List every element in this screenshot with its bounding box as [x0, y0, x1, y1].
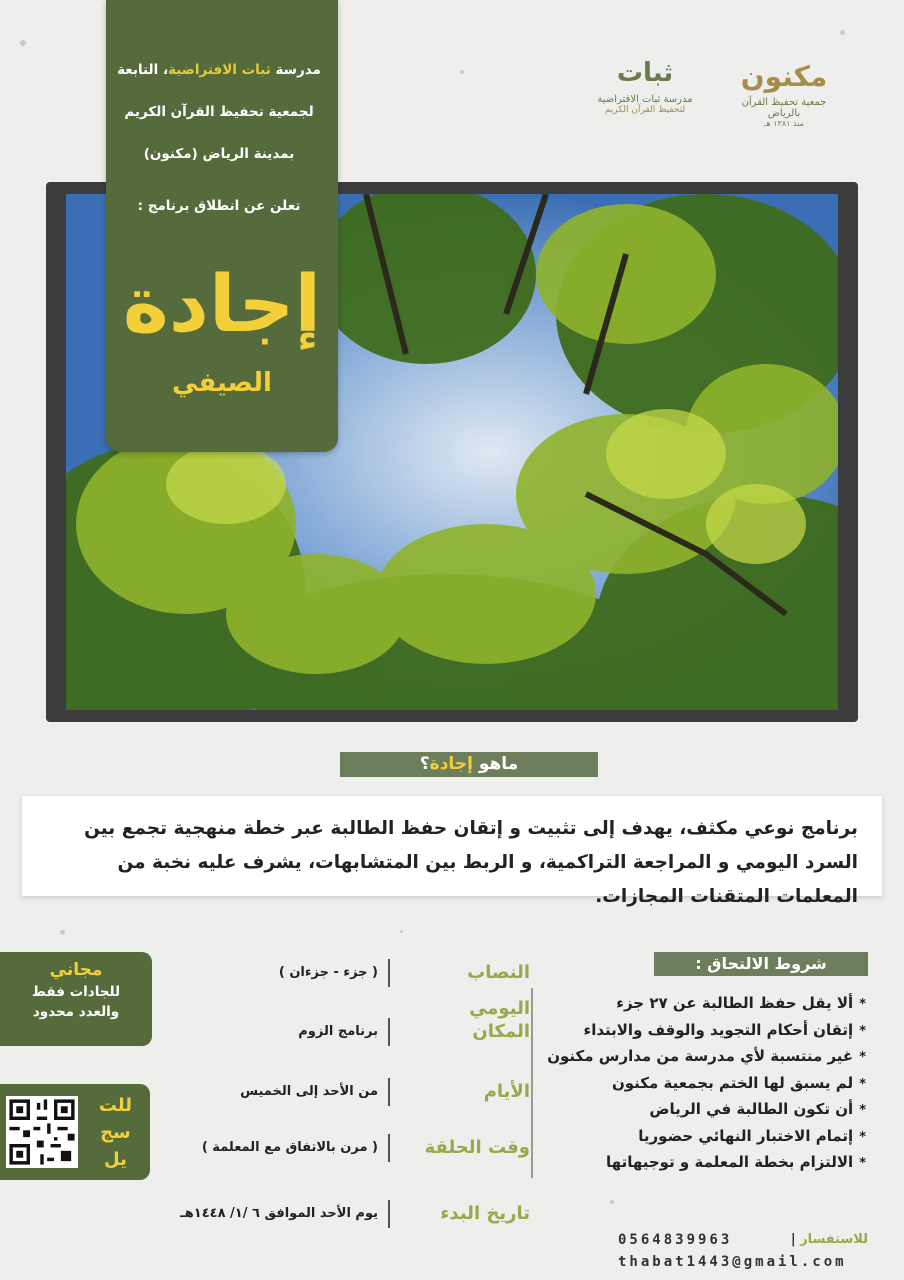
- contact-label: للاستفسار |: [790, 1232, 868, 1247]
- phone-number[interactable]: 0564839963: [618, 1232, 733, 1248]
- thabat-logo-text: مدرسة ثبات الافتراضية: [597, 94, 693, 105]
- asterisk-icon: *: [859, 1023, 866, 1039]
- maknoon-logo-text: جمعية تحفيظ القرآن بالرياض: [741, 97, 827, 119]
- info-value: ( جزء - جزءان ): [278, 965, 378, 980]
- info-value: برنامج الزوم: [298, 1024, 378, 1039]
- info-row-time: [150, 1130, 530, 1166]
- contact-label-text: للاستفسار: [800, 1232, 868, 1247]
- info-value: من الأحد إلى الخميس: [240, 1084, 378, 1099]
- vertical-divider: [531, 988, 533, 1178]
- info-separator: [388, 959, 390, 987]
- conditions-title: شروط الالتحاق :: [654, 952, 868, 976]
- info-row-daily: [150, 955, 530, 1019]
- info-separator: [388, 1200, 390, 1228]
- condition-item: [547, 1096, 866, 1123]
- free-line-2: والعدد محدود: [32, 1004, 120, 1020]
- contact-block: [618, 1232, 868, 1276]
- header-line-3: بمدينة الرياض (مكنون): [143, 146, 295, 162]
- whatis-suffix: ؟: [419, 754, 430, 774]
- thabat-logo-sub: لتحفيظ القرآن الكريم: [604, 105, 686, 115]
- asterisk-icon: *: [859, 1103, 866, 1118]
- info-label: تاريخ البدء: [440, 1203, 530, 1224]
- condition-item: [547, 1123, 866, 1150]
- description-box: [22, 796, 882, 907]
- speck: [20, 40, 26, 46]
- speck: [60, 930, 65, 935]
- info-label: وقت الحلقة: [424, 1137, 530, 1158]
- info-value: يوم الأحد الموافق ٦ /١/ ١٤٤٨هـ: [180, 1206, 378, 1221]
- info-label: النصاب اليومي: [467, 962, 530, 1019]
- email-address[interactable]: thabat1443@gmail.com: [618, 1254, 847, 1270]
- header-panel: [106, 0, 338, 452]
- whatis-prefix: ماهو: [472, 754, 519, 774]
- condition-text: إتقان أحكام التجويد والوقف والابتداء: [583, 1020, 854, 1039]
- condition-item: [547, 1017, 866, 1044]
- info-row-start: [150, 1196, 530, 1232]
- speck: [400, 930, 403, 933]
- speck: [840, 30, 845, 35]
- condition-text: لم يسبق لها الختم بجمعية مكنون: [611, 1073, 854, 1092]
- asterisk-icon: *: [859, 997, 866, 1012]
- condition-text: إتمام الاختبار النهائي حضوريا: [638, 1126, 854, 1145]
- program-subtitle: الصيفي: [172, 368, 272, 398]
- info-separator: [388, 1078, 390, 1106]
- header-line-2: لجمعية تحفيظ القرآن الكريم: [124, 104, 314, 120]
- info-value: ( مرن بالاتفاق مع المعلمة ): [201, 1140, 378, 1155]
- info-row-place: [150, 1014, 530, 1050]
- register-line-1: للت: [98, 1095, 132, 1116]
- condition-item: [547, 1043, 866, 1070]
- maknoon-logo-mark: مكنون: [740, 60, 828, 93]
- info-row-days: [150, 1074, 530, 1110]
- condition-text: غير منتسبة لأي مدرسة من مدارس مكنون: [547, 1047, 854, 1065]
- speck: [610, 1200, 614, 1204]
- register-box[interactable]: [0, 1084, 150, 1180]
- free-line-1: للجادات فقط: [31, 984, 121, 1000]
- asterisk-icon: *: [859, 1156, 866, 1171]
- program-title: إجادة: [122, 260, 322, 350]
- condition-text: الالتزام بخطة المعلمة و توجيهاتها: [606, 1153, 854, 1171]
- condition-text: ألا يقل حفظ الطالبة عن ٢٧ جزء: [616, 994, 854, 1012]
- header-line-1: [116, 62, 322, 78]
- header-line-1-suffix: ، التابعة: [117, 62, 169, 78]
- asterisk-icon: *: [859, 1129, 866, 1145]
- thabat-logo: [590, 58, 700, 115]
- free-box: [0, 952, 152, 1046]
- maknoon-logo: [724, 60, 844, 128]
- asterisk-icon: *: [859, 1076, 866, 1092]
- header-line-4: تعلن عن انطلاق برنامج :: [137, 198, 301, 214]
- register-text: [99, 1092, 132, 1173]
- header-line-1-prefix: مدرسة: [275, 62, 321, 78]
- condition-item: [547, 990, 866, 1017]
- register-line-3: يل: [104, 1149, 127, 1170]
- conditions-list: [547, 990, 866, 1176]
- asterisk-icon: *: [859, 1050, 866, 1065]
- info-label: المكان: [472, 1021, 530, 1042]
- thabat-logo-mark: ثبات: [616, 58, 674, 88]
- info-separator: [388, 1134, 390, 1162]
- whatis-highlight: إجادة: [429, 754, 473, 774]
- info-label: الأيام: [483, 1081, 530, 1102]
- register-line-2: سج: [100, 1122, 131, 1143]
- maknoon-logo-since: منذ ١٣٨١ هـ: [764, 119, 804, 128]
- whatis-banner: [340, 752, 598, 777]
- free-title: مجاني: [49, 960, 103, 980]
- school-name: ثبات الافتراضية: [168, 62, 271, 78]
- speck: [460, 70, 464, 74]
- condition-text: أن تكون الطالبة في الرياض: [649, 1100, 854, 1118]
- description-text: برنامج نوعي مكثف، يهدف إلى تثبيت و إتقان حفظ الطالبة عبر خطة منهجية تجمع بين السرد اليومي و المراجعة التراكمية، و الربط بين المتشابهات، يشرف عليه نخبة من المعلمات المتقنات المجازات.: [84, 818, 858, 907]
- condition-item: [547, 1070, 866, 1097]
- info-separator: [388, 1018, 390, 1046]
- condition-item: [547, 1149, 866, 1176]
- qr-code-icon[interactable]: [6, 1096, 78, 1168]
